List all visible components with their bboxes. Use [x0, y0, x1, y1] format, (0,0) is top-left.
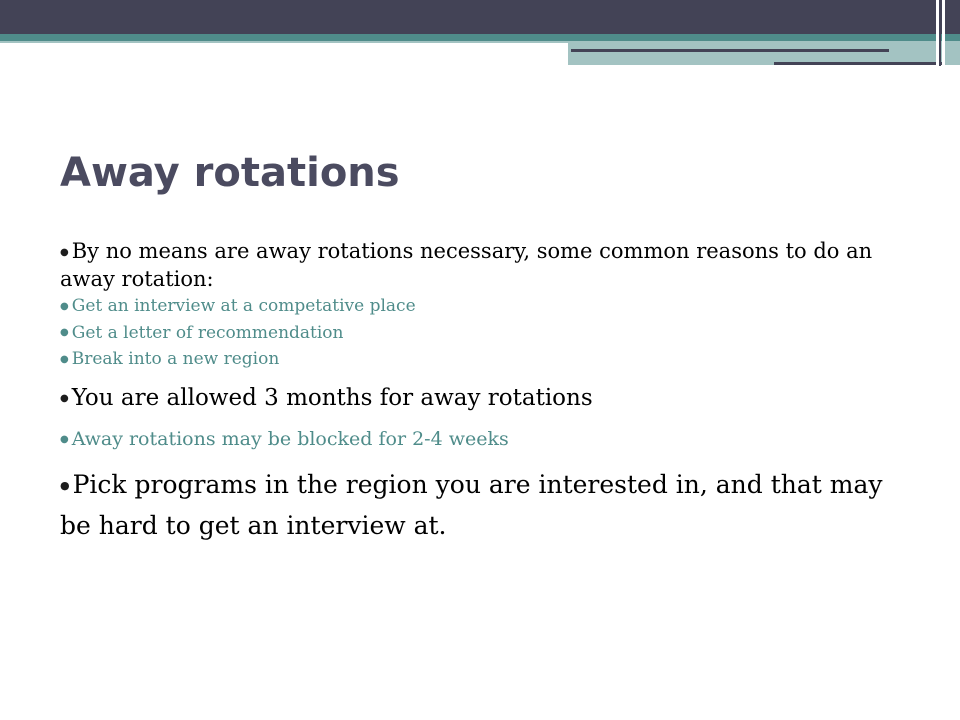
bullet-item	[60, 383, 940, 414]
sub-bullet-item	[60, 426, 940, 453]
bullet-text: By no means are away rotations necessary, some common reasons to do an away rotation:	[60, 239, 873, 291]
sub-bullet-item	[60, 346, 940, 373]
bullet-icon: ●	[60, 247, 69, 258]
bullet-text: Get an interview at a competative place	[71, 296, 416, 316]
header-vertical-line	[939, 0, 941, 66]
sub-bullet-item	[60, 293, 940, 320]
bullet-icon: ●	[60, 300, 69, 312]
bullet-text: Away rotations may be blocked for 2-4 weeks	[71, 427, 509, 450]
sub-bullet-item	[60, 320, 940, 347]
bullet-item	[60, 238, 880, 293]
header-bar-teal	[0, 34, 960, 41]
bullet-text: Pick programs in the region you are interested in, and that may be hard to get an interview at.	[60, 469, 883, 540]
header-bar-dark	[0, 0, 960, 34]
bullet-icon: ●	[60, 353, 69, 365]
slide-body	[60, 238, 940, 546]
bullet-icon: ●	[60, 433, 69, 445]
bullet-icon: ●	[60, 392, 69, 404]
bullet-icon: ●	[60, 479, 70, 492]
bullet-text: You are allowed 3 months for away rotations	[71, 384, 593, 411]
bullet-icon: ●	[60, 327, 69, 338]
slide-title: Away rotations	[60, 150, 400, 196]
bullet-text: Get a letter of recommendation	[71, 322, 344, 343]
header-accent-line	[571, 49, 889, 52]
bullet-text: Break into a new region	[71, 349, 280, 369]
header-bar-light-left	[0, 41, 568, 43]
header-vertical-line	[942, 0, 945, 66]
bullet-item	[60, 465, 900, 547]
header-accent-line	[774, 62, 942, 65]
